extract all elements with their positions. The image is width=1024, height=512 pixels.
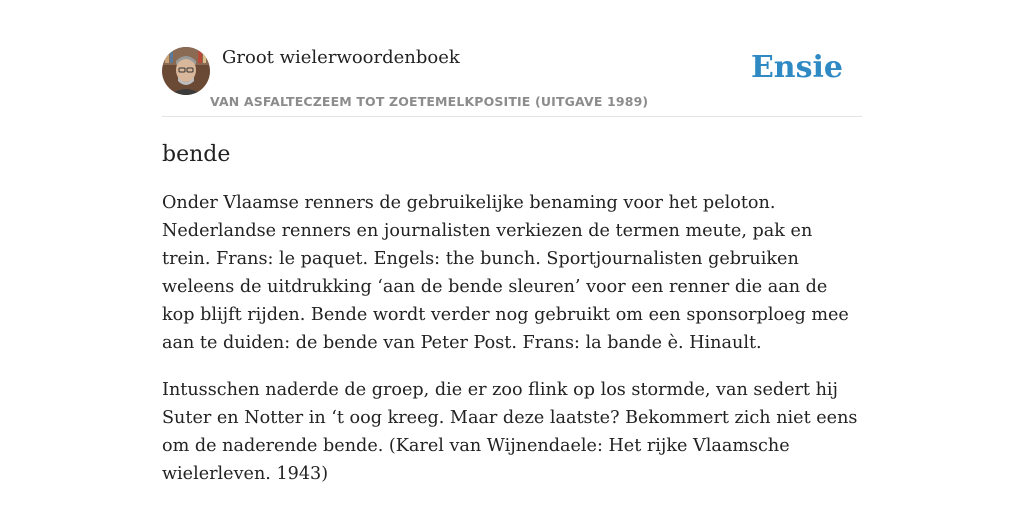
ensie-logo[interactable]: Ensie bbox=[750, 50, 843, 85]
author-avatar[interactable] bbox=[162, 47, 210, 95]
site-header bbox=[162, 44, 862, 117]
entry-definition: Onder Vlaamse renners de gebruikelijke benaming voor het peloton. Nederlandse renners en journalisten verkiezen de termen meute, pak en trein. Frans: le paquet. Engels: the bunch. Sportjournalisten gebruiken weleens de uitdrukking ‘aan de bende sleuren’ voor een renner die aan de kop blijft rijden. Bende wordt verder nog gebruikt om een sponsorploeg mee aan te duiden: de bende van Peter Post. Frans: la bande è. Hinault. bbox=[162, 193, 849, 353]
book-title[interactable]: Groot wielerwoordenboek bbox=[222, 47, 460, 68]
entry-content bbox=[162, 140, 862, 507]
book-subtitle: VAN ASFALTECZEEM TOT ZOETEMELKPOSITIE (UITGAVE 1989) bbox=[210, 94, 649, 109]
entry-term: bende bbox=[162, 142, 231, 167]
entry-quote: Intusschen naderde de groep, die er zoo flink op los stormde, van sedert hij Suter en Notter in ‘t oog kreeg. Maar deze laatste? Bekommert zich niet eens om de naderende bende. (Karel van Wijnendaele: Het rijke Vlaamsche wielerleven. 1943) bbox=[162, 380, 858, 484]
